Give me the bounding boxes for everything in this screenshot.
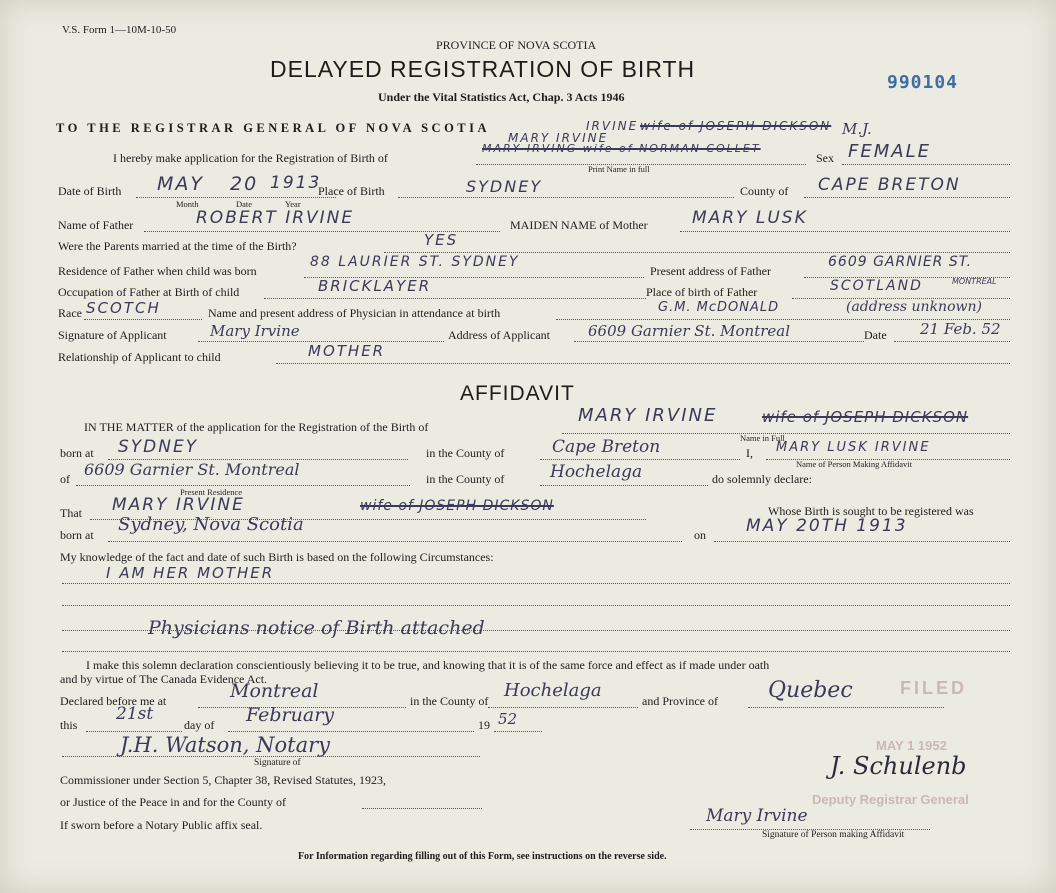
commissioner-signature: J.H. Watson, Notary (120, 733, 331, 757)
label-father: Name of Father (58, 218, 134, 232)
present-address-city: MONTREAL (952, 277, 997, 286)
label-on: on (694, 528, 706, 542)
day-value: 21st (116, 704, 154, 724)
on-date: MAY 20TH 1913 (746, 516, 908, 536)
label-physician: Name and present address of Physician in attendance at birth (208, 306, 501, 320)
label-place-birth-father: Place of birth of Father (646, 285, 758, 299)
name-struck-lower: MARY IRVING wife of NORMAN COLLET (482, 142, 761, 155)
address-applicant: 6609 Garnier St. Montreal (588, 322, 791, 340)
physician-name: G.M. McDONALD (658, 300, 780, 315)
label-married: Were the Parents married at the time of the Birth? (58, 239, 297, 253)
label-place-of-birth: Place of Birth (318, 184, 385, 198)
label-declare: do solemnly declare: (712, 472, 812, 486)
year-value: 52 (498, 710, 518, 728)
label-signature-applicant: Signature of Applicant (58, 328, 167, 342)
month-value: February (246, 704, 335, 726)
signature-applicant: Mary Irvine (210, 322, 300, 340)
declared-at: Montreal (230, 680, 319, 702)
race-value: SCOTCH (86, 299, 161, 317)
date-applicant: 21 Feb. 52 (920, 320, 1001, 338)
declaration-text-2: and by virtue of The Canada Evidence Act. (60, 672, 268, 686)
circumstance-1: I AM HER MOTHER (106, 564, 275, 582)
caption-month: Month (176, 199, 199, 209)
born-at-2: Sydney, Nova Scotia (118, 514, 304, 535)
physician-address: (address unknown) (846, 299, 982, 315)
affiant-residence: 6609 Garnier St. Montreal (84, 460, 300, 479)
caption-print-name: Print Name in full (588, 164, 650, 174)
name-upper: MARY IRVINE (508, 131, 609, 145)
label-knowledge: My knowledge of the fact and date of such Birth is based on the following Circumstances: (60, 550, 494, 564)
label-occupation: Occupation of Father at Birth of child (58, 285, 240, 299)
label-county-2: in the County of (426, 472, 505, 486)
label-residence-father: Residence of Father when child was born (58, 264, 257, 278)
father-name: ROBERT IRVINE (196, 208, 355, 228)
affidavit-heading: AFFIDAVIT (460, 382, 575, 405)
label-dob: Date of Birth (58, 184, 122, 198)
label-province: and Province of (642, 694, 718, 708)
place-of-birth: SYDNEY (466, 177, 543, 196)
label-present-address-father: Present address of Father (650, 264, 771, 278)
county-value: CAPE BRETON (818, 175, 961, 195)
name-initials: M.J. (842, 120, 872, 138)
caption-name-in-full: Name in Full (740, 433, 785, 443)
filed-date: MAY 1 1952 (876, 738, 947, 753)
place-birth-father: SCOTLAND (830, 278, 923, 294)
registrar-signature: J. Schulenb (830, 752, 967, 780)
province-value: Quebec (768, 678, 853, 703)
dob-date: 20 (230, 173, 259, 195)
addressee-line: TO THE REGISTRAR GENERAL OF NOVA SCOTIA (56, 121, 491, 135)
affiant-signature: Mary Irvine (706, 806, 808, 826)
filed-stamp: FILED (900, 678, 967, 698)
name-struck-top: wife of JOSEPH DICKSON (640, 119, 832, 133)
occupation-value: BRICKLAYER (318, 277, 432, 295)
label-notary-seal: If sworn before a Notary Public affix seal. (60, 818, 263, 832)
declaration-text: I make this solemn declaration conscientiously believing it to be true, and knowing that it is of the same force and effect as if made under oath (86, 658, 770, 672)
caption-person-making: Name of Person Making Affidavit (796, 459, 912, 469)
label-county-3: in the County of (410, 694, 489, 708)
relationship-value: MOTHER (308, 342, 386, 360)
label-address-applicant: Address of Applicant (448, 328, 550, 342)
label-of: of (60, 472, 70, 486)
present-address-father: 6609 GARNIER ST. (828, 254, 973, 270)
label-county-1: in the County of (426, 446, 505, 460)
caption-date: Date (236, 199, 253, 209)
label-relationship: Relationship of Applicant to child (58, 350, 221, 364)
caption-signature-of: Signature of (254, 758, 301, 768)
affiant-name: MARY LUSK IRVINE (776, 440, 931, 455)
label-i: I, (746, 446, 753, 460)
label-that: That (60, 506, 82, 520)
affidavit-name-struck: wife of JOSEPH DICKSON (762, 408, 969, 426)
mother-name: MARY LUSK (692, 208, 808, 228)
county-3: Hochelaga (504, 680, 602, 701)
residence-father: 88 LAURIER ST. SYDNEY (310, 254, 520, 270)
form-number: V.S. Form 1—10M-10-50 (62, 24, 177, 36)
footer-note: For Information regarding filling out of this Form, see instructions on the reverse side. (298, 851, 667, 862)
year-prefix: 19 (478, 718, 490, 732)
label-application: I hereby make application for the Registration of Birth of (113, 151, 388, 165)
caption-present-residence: Present Residence (180, 487, 243, 497)
label-race: Race (58, 306, 82, 320)
page-subtitle: Under the Vital Statistics Act, Chap. 3 Acts 1946 (378, 90, 625, 104)
label-sex: Sex (816, 151, 834, 165)
circumstance-2: Physicians notice of Birth attached (148, 617, 485, 639)
born-at: SYDNEY (118, 437, 199, 457)
deputy-registrar-label: Deputy Registrar General (812, 792, 969, 807)
serial-number: 990104 (887, 72, 959, 93)
label-date: Date (864, 328, 887, 342)
label-mother: MAIDEN NAME of Mother (510, 218, 648, 232)
label-born-at-2: born at (60, 528, 94, 542)
label-commissioner: Commissioner under Section 5, Chapter 38, Revised Statutes, 1923, (60, 773, 386, 787)
dob-month: MAY (157, 173, 204, 195)
county-1: Cape Breton (552, 437, 661, 457)
label-day-of: day of (184, 718, 215, 732)
sex-value: FEMALE (848, 141, 931, 162)
affidavit-name: MARY IRVINE (578, 405, 718, 426)
label-declared: Declared before me at (60, 694, 167, 708)
caption-affiant-signature: Signature of Person making Affidavit (762, 830, 905, 840)
subject-name-struck: wife of JOSEPH DICKSON (360, 498, 554, 514)
label-born-at: born at (60, 446, 94, 460)
province-heading: PROVINCE OF NOVA SCOTIA (436, 38, 597, 52)
label-whose-birth: Whose Birth is sought to be registered was (768, 504, 974, 518)
label-this: this (60, 718, 78, 732)
label-justice: or Justice of the Peace in and for the County of (60, 795, 286, 809)
label-county: County of (740, 184, 789, 198)
married-value: YES (424, 231, 459, 249)
label-matter: IN THE MATTER of the application for the Registration of the Birth of (84, 420, 429, 434)
caption-year: Year (285, 199, 301, 209)
name-above: IRVINE (586, 119, 639, 133)
subject-name: MARY IRVINE (112, 495, 245, 515)
dob-year: 1913 (270, 173, 322, 193)
page-title: DELAYED REGISTRATION OF BIRTH (270, 56, 696, 82)
county-2: Hochelaga (550, 462, 643, 482)
